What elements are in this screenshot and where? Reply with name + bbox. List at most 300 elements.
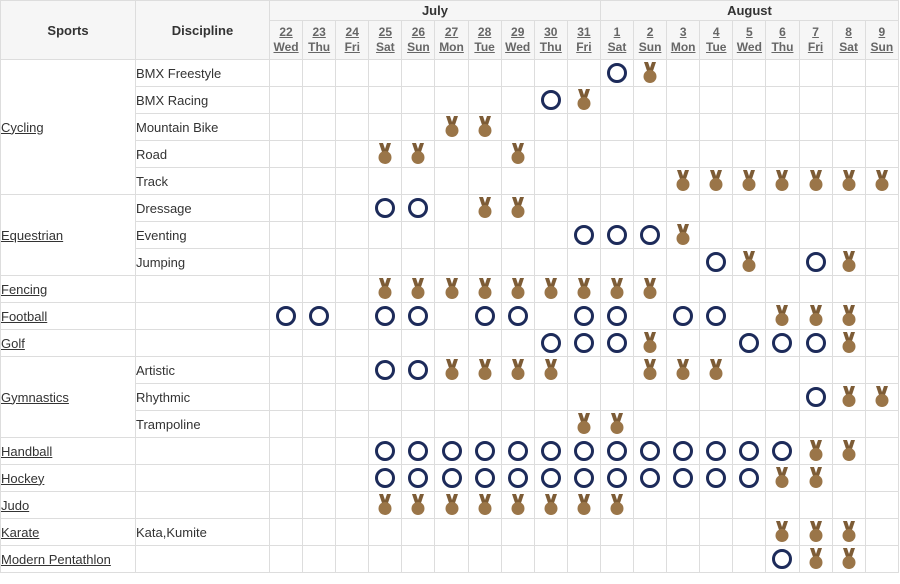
medal-icon [576,89,592,111]
day-weekday[interactable]: Sun [870,40,894,54]
schedule-cell[interactable] [766,465,799,492]
medal-icon [642,278,658,300]
schedule-cell [435,384,468,411]
schedule-cell [567,546,600,573]
schedule-cell[interactable] [567,411,600,438]
schedule-cell[interactable] [501,438,534,465]
schedule-cell [766,357,799,384]
schedule-cell[interactable] [468,303,501,330]
day-weekday[interactable]: Wed [736,40,762,54]
day-weekday[interactable]: Tue [706,40,727,54]
discipline-cell: Jumping [136,249,270,276]
schedule-cell[interactable] [435,492,468,519]
schedule-cell [832,492,865,519]
schedule-cell [733,492,766,519]
sport-cell [1,465,136,492]
table-row [1,438,899,465]
schedule-cell [303,384,336,411]
medal-icon [444,278,460,300]
circle-icon [375,198,395,218]
day-number[interactable]: 26 [411,25,426,39]
day-header[interactable] [534,21,567,60]
schedule-cell[interactable] [832,168,865,195]
schedule-cell [270,384,303,411]
schedule-cell[interactable] [634,357,667,384]
schedule-cell[interactable] [832,384,865,411]
day-header[interactable] [567,21,600,60]
medal-icon [576,413,592,435]
day-number[interactable]: 3 [679,25,687,39]
schedule-cell[interactable] [832,519,865,546]
schedule-cell[interactable] [567,303,600,330]
schedule-cell [501,114,534,141]
schedule-cell [567,195,600,222]
sport-cell [1,492,136,519]
circle-icon [640,225,660,245]
table-row [1,60,899,87]
schedule-cell [634,168,667,195]
schedule-cell[interactable] [369,492,402,519]
schedule-cell[interactable] [369,195,402,222]
schedule-cell[interactable] [600,492,633,519]
day-number[interactable]: 5 [746,25,753,39]
schedule-cell[interactable] [667,222,700,249]
discipline-cell: Rhythmic [136,384,270,411]
schedule-cell[interactable] [733,249,766,276]
schedule-cell[interactable] [402,141,435,168]
day-weekday[interactable]: Fri [807,40,824,54]
table-row [1,519,899,546]
schedule-cell [402,60,435,87]
table-row [1,87,899,114]
day-weekday[interactable]: Thu [771,40,794,54]
schedule-cell [435,168,468,195]
schedule-cell [766,141,799,168]
schedule-cell[interactable] [435,114,468,141]
schedule-cell[interactable] [600,222,633,249]
circle-icon [475,468,495,488]
schedule-cell [336,438,369,465]
schedule-cell [634,141,667,168]
sport-link[interactable]: Golf [1,335,25,351]
schedule-cell[interactable] [270,303,303,330]
schedule-cell [567,114,600,141]
day-weekday[interactable]: Fri [576,40,592,54]
schedule-cell [402,87,435,114]
day-weekday[interactable]: Sat [607,40,627,54]
sport-link[interactable]: Football [1,308,48,324]
schedule-cell[interactable] [534,357,567,384]
schedule-cell[interactable] [534,87,567,114]
medal-icon [675,224,691,246]
schedule-cell [733,384,766,411]
medal-icon [774,521,790,543]
sport-link[interactable]: Gymnastics [1,389,69,405]
schedule-cell[interactable] [832,546,865,573]
discipline-cell: BMX Freestyle [136,60,270,87]
schedule-cell [534,222,567,249]
day-number[interactable]: 7 [812,25,819,39]
schedule-cell[interactable] [402,276,435,303]
day-weekday[interactable]: Tue [474,40,495,54]
day-number[interactable]: 27 [444,25,459,39]
schedule-cell[interactable] [600,60,633,87]
schedule-cell[interactable] [567,330,600,357]
schedule-cell[interactable] [468,438,501,465]
schedule-cell [468,330,501,357]
schedule-cell[interactable] [501,357,534,384]
schedule-cell [766,60,799,87]
schedule-cell [534,60,567,87]
day-header[interactable] [634,21,667,60]
schedule-cell[interactable] [369,465,402,492]
day-header[interactable] [832,21,865,60]
day-number[interactable]: 1 [613,25,621,39]
schedule-cell [336,168,369,195]
table-row [1,546,899,573]
table-row [1,303,899,330]
schedule-cell[interactable] [733,465,766,492]
schedule-cell[interactable] [501,465,534,492]
schedule-cell[interactable] [634,465,667,492]
schedule-cell[interactable] [600,303,633,330]
medal-icon [841,521,857,543]
day-number[interactable]: 8 [845,25,852,39]
schedule-cell [600,114,633,141]
sport-link[interactable]: Fencing [1,281,48,297]
schedule-cell [303,87,336,114]
table-row [1,276,899,303]
schedule-cell[interactable] [369,438,402,465]
schedule-cell[interactable] [402,195,435,222]
day-header[interactable] [799,21,832,60]
schedule-cell[interactable] [567,87,600,114]
schedule-cell[interactable] [534,438,567,465]
day-weekday[interactable]: Sun [638,40,662,54]
schedule-cell [369,87,402,114]
schedule-cell[interactable] [369,276,402,303]
day-header[interactable] [501,21,534,60]
schedule-cell [865,438,898,465]
schedule-cell[interactable] [832,303,865,330]
schedule-cell [303,357,336,384]
schedule-cell [667,195,700,222]
medal-icon [377,494,393,516]
schedule-cell [832,114,865,141]
schedule-cell[interactable] [700,249,733,276]
day-header[interactable] [303,21,336,60]
schedule-cell [865,411,898,438]
medal-icon [708,170,724,192]
day-header[interactable] [468,21,501,60]
schedule-cell [534,303,567,330]
day-number[interactable]: 24 [345,25,359,39]
schedule-cell[interactable] [799,546,832,573]
circle-icon [541,90,561,110]
schedule-cell[interactable] [501,492,534,519]
day-weekday[interactable]: Mon [670,40,696,54]
schedule-cell[interactable] [799,438,832,465]
schedule-cell[interactable] [369,303,402,330]
schedule-cell[interactable] [435,276,468,303]
schedule-cell[interactable] [832,330,865,357]
schedule-cell[interactable] [468,357,501,384]
sport-link[interactable]: Karate [1,524,40,540]
schedule-cell[interactable] [700,303,733,330]
day-number[interactable]: 2 [646,25,654,39]
schedule-cell[interactable] [766,546,799,573]
schedule-cell[interactable] [799,519,832,546]
schedule-cell[interactable] [567,222,600,249]
schedule-cell [303,465,336,492]
day-weekday[interactable]: Fri [344,40,360,54]
schedule-cell[interactable] [435,438,468,465]
discipline-cell [136,546,270,573]
schedule-cell[interactable] [534,465,567,492]
medal-icon [377,278,393,300]
circle-icon [607,306,627,326]
circle-icon [408,360,428,380]
day-header[interactable] [435,21,468,60]
schedule-cell[interactable] [766,519,799,546]
day-weekday[interactable]: Thu [539,40,562,54]
schedule-cell [634,114,667,141]
circle-icon [375,306,395,326]
schedule-cell[interactable] [799,168,832,195]
sport-link[interactable]: Cycling [1,119,44,135]
schedule-cell[interactable] [832,249,865,276]
schedule-cell [534,546,567,573]
schedule-cell [468,384,501,411]
schedule-cell [402,222,435,249]
day-header[interactable] [600,21,633,60]
schedule-cell [667,141,700,168]
day-header[interactable] [733,21,766,60]
schedule-cell[interactable] [600,276,633,303]
schedule-cell [270,141,303,168]
schedule-cell [667,330,700,357]
schedule-cell[interactable] [402,303,435,330]
day-weekday[interactable]: Wed [505,40,531,54]
table-row [1,222,899,249]
schedule-cell[interactable] [468,114,501,141]
schedule-cell[interactable] [600,438,633,465]
schedule-cell [336,519,369,546]
schedule-cell [667,492,700,519]
day-number[interactable]: 6 [779,25,786,39]
schedule-cell[interactable] [667,303,700,330]
day-header[interactable] [667,21,700,60]
day-header[interactable] [865,21,898,60]
sport-link[interactable]: Equestrian [1,227,64,243]
schedule-cell[interactable] [766,303,799,330]
circle-icon [607,225,627,245]
schedule-cell[interactable] [402,438,435,465]
schedule-cell[interactable] [501,303,534,330]
schedule-cell[interactable] [799,465,832,492]
schedule-cell [336,492,369,519]
day-number[interactable]: 22 [279,25,293,39]
schedule-cell[interactable] [733,438,766,465]
schedule-cell [799,492,832,519]
table-row [1,384,899,411]
day-header[interactable] [336,21,369,60]
schedule-cell [567,60,600,87]
schedule-cell[interactable] [402,465,435,492]
schedule-cell [567,141,600,168]
schedule-cell [336,87,369,114]
schedule-cell[interactable] [766,330,799,357]
schedule-cell[interactable] [766,168,799,195]
schedule-cell[interactable] [700,357,733,384]
medal-icon [841,548,857,570]
day-weekday[interactable]: Sun [407,40,430,54]
schedule-cell[interactable] [567,438,600,465]
circle-icon [375,441,395,461]
schedule-cell[interactable] [501,276,534,303]
day-number[interactable]: 9 [878,25,886,39]
schedule-cell [667,87,700,114]
schedule-cell[interactable] [402,492,435,519]
schedule-cell[interactable] [700,465,733,492]
schedule-cell[interactable] [634,276,667,303]
schedule-cell[interactable] [600,330,633,357]
sport-link[interactable]: Judo [1,497,30,513]
schedule-cell[interactable] [799,249,832,276]
schedule-cell[interactable] [600,411,633,438]
schedule-cell[interactable] [567,492,600,519]
schedule-cell[interactable] [567,465,600,492]
discipline-cell [136,303,270,330]
circle-icon [706,468,726,488]
schedule-cell [832,222,865,249]
schedule-cell[interactable] [634,438,667,465]
schedule-cell[interactable] [369,141,402,168]
schedule-cell [766,249,799,276]
day-weekday[interactable]: Mon [439,40,464,54]
schedule-cell [435,195,468,222]
schedule-cell[interactable] [799,384,832,411]
schedule-cell[interactable] [501,141,534,168]
schedule-cell[interactable] [634,222,667,249]
day-number[interactable]: 30 [544,25,558,39]
schedule-cell [799,357,832,384]
medal-icon [741,251,757,273]
circle-icon [673,468,693,488]
schedule-cell[interactable] [799,303,832,330]
sport-link[interactable]: Handball [1,443,53,459]
schedule-cell[interactable] [667,465,700,492]
schedule-cell[interactable] [468,276,501,303]
day-header[interactable] [766,21,799,60]
schedule-cell[interactable] [402,357,435,384]
schedule-cell [865,519,898,546]
medal-icon [510,278,526,300]
schedule-cell[interactable] [369,357,402,384]
day-weekday[interactable]: Sat [375,40,395,54]
schedule-cell[interactable] [534,492,567,519]
day-header[interactable] [700,21,733,60]
schedule-cell[interactable] [534,330,567,357]
day-number[interactable]: 23 [312,25,326,39]
schedule-cell[interactable] [865,384,898,411]
schedule-cell [468,519,501,546]
schedule-cell[interactable] [667,357,700,384]
medal-icon [410,278,426,300]
schedule-cell [667,114,700,141]
schedule-cell[interactable] [567,276,600,303]
schedule-cell[interactable] [667,168,700,195]
medal-icon [774,170,790,192]
schedule-cell[interactable] [468,465,501,492]
schedule-cell [766,114,799,141]
medal-icon [576,278,592,300]
day-weekday[interactable]: Wed [273,40,299,54]
schedule-cell [336,249,369,276]
schedule-cell[interactable] [733,168,766,195]
schedule-cell[interactable] [766,438,799,465]
circle-icon [508,306,528,326]
schedule-cell[interactable] [303,303,336,330]
schedule-cell[interactable] [634,330,667,357]
day-header[interactable] [402,21,435,60]
schedule-cell[interactable] [435,465,468,492]
schedule-cell[interactable] [534,276,567,303]
day-number[interactable]: 31 [577,25,591,39]
schedule-cell[interactable] [832,438,865,465]
medal-icon [642,359,658,381]
day-number[interactable]: 29 [511,25,525,39]
sport-link[interactable]: Modern Pentathlon [1,551,111,567]
schedule-cell [303,114,336,141]
schedule-cell[interactable] [700,168,733,195]
header-discipline: Discipline [136,1,270,60]
schedule-cell [336,546,369,573]
schedule-cell[interactable] [700,438,733,465]
schedule-cell[interactable] [501,195,534,222]
day-header[interactable] [270,21,303,60]
schedule-cell [733,141,766,168]
schedule-cell [336,276,369,303]
schedule-cell [369,411,402,438]
schedule-cell[interactable] [799,330,832,357]
day-number[interactable]: 4 [712,25,720,39]
discipline-cell [136,330,270,357]
medal-icon [675,359,691,381]
schedule-cell[interactable] [600,465,633,492]
day-weekday[interactable]: Thu [308,40,331,54]
schedule-cell[interactable] [435,357,468,384]
schedule-cell[interactable] [865,168,898,195]
table-row [1,330,899,357]
circle-icon [806,252,826,272]
day-number[interactable]: 25 [378,25,392,39]
schedule-cell [799,60,832,87]
schedule-cell [402,546,435,573]
day-weekday[interactable]: Sat [839,40,858,54]
schedule-cell [303,60,336,87]
schedule-cell[interactable] [667,438,700,465]
schedule-cell[interactable] [733,330,766,357]
day-number[interactable]: 28 [477,25,492,39]
schedule-cell [501,222,534,249]
discipline-cell: Road [136,141,270,168]
sport-link[interactable]: Hockey [1,470,45,486]
schedule-cell[interactable] [468,492,501,519]
schedule-cell[interactable] [468,195,501,222]
day-header[interactable] [369,21,402,60]
schedule-cell[interactable] [634,60,667,87]
